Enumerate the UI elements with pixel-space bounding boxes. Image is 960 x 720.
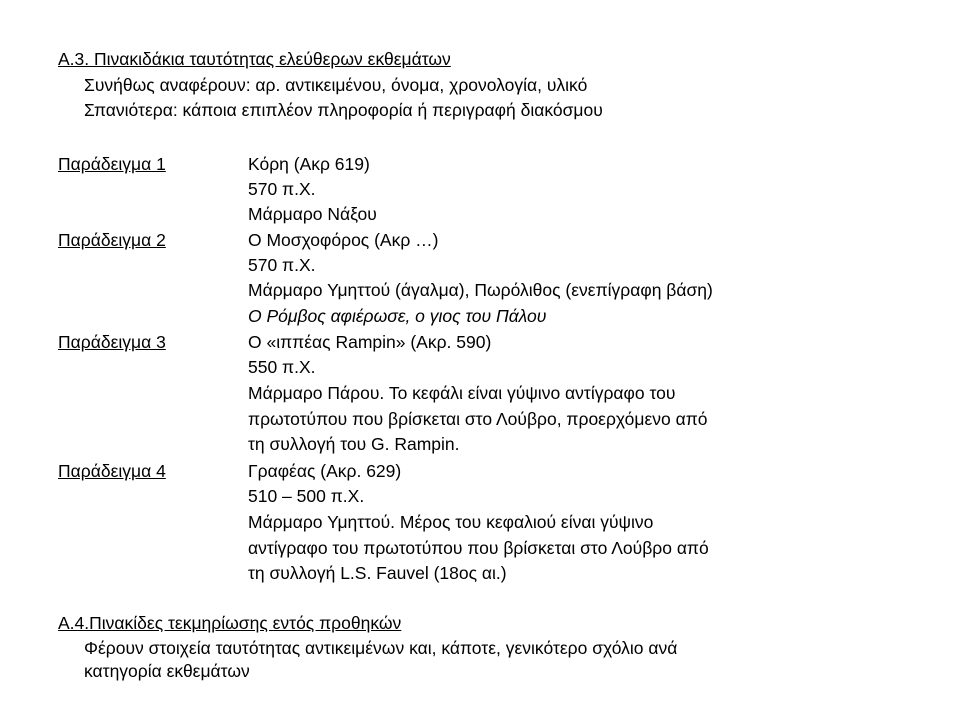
example-3-line: 550 π.Χ. bbox=[248, 357, 316, 377]
example-4-line: 510 – 500 π.Χ. bbox=[248, 486, 365, 506]
example-4-line: Μάρμαρο Υμηττού. Μέρος του κεφαλιού είναι γύψινο bbox=[248, 512, 654, 532]
section-a4-line: Φέρουν στοιχεία ταυτότητας αντικειμένων και, κάποτε, γενικότερο σχόλιο ανά bbox=[84, 638, 678, 658]
example-3-line: πρωτοτύπου που βρίσκεται στο Λούβρο, προερχόμενο από bbox=[248, 409, 708, 429]
example-4-label: Παράδειγμα 4 bbox=[58, 461, 166, 481]
example-4-line: αντίγραφο του πρωτοτύπου που βρίσκεται στο Λούβρο από bbox=[248, 538, 709, 558]
example-2-label: Παράδειγμα 2 bbox=[58, 230, 166, 250]
example-1-line: Κόρη (Ακρ 619) bbox=[248, 154, 370, 174]
section-a3-line: Σπανιότερα: κάποια επιπλέον πληροφορία ή περιγραφή διακόσμου bbox=[84, 100, 603, 120]
example-3-line: Μάρμαρο Πάρου. Το κεφάλι είναι γύψινο αντίγραφο του bbox=[248, 383, 676, 403]
section-a4-heading: Α.4.Πινακίδες τεκμηρίωσης εντός προθηκών bbox=[58, 613, 402, 633]
example-2-inscription: Ο Ρόμβος αφιέρωσε, ο γιος του Πάλου bbox=[248, 306, 547, 326]
example-3-line: τη συλλογή του G. Rampin. bbox=[248, 434, 460, 454]
section-a3-heading: Α.3. Πινακιδάκια ταυτότητας ελεύθερων εκθεμάτων bbox=[58, 49, 451, 69]
example-3-label: Παράδειγμα 3 bbox=[58, 332, 166, 352]
example-2-line: Μάρμαρο Υμηττού (άγαλμα), Πωρόλιθος (ενεπίγραφη βάση) bbox=[248, 280, 713, 300]
example-2-line: 570 π.Χ. bbox=[248, 255, 316, 275]
example-4-line: Γραφέας (Ακρ. 629) bbox=[248, 461, 402, 481]
example-3-line: Ο «ιππέας Rampin» (Ακρ. 590) bbox=[248, 332, 492, 352]
section-a4-line: κατηγορία εκθεμάτων bbox=[84, 661, 250, 681]
example-1-label: Παράδειγμα 1 bbox=[58, 154, 166, 174]
section-a3-line: Συνήθως αναφέρουν: αρ. αντικειμένου, όνομα, χρονολογία, υλικό bbox=[84, 75, 588, 95]
example-1-line: Μάρμαρο Νάξου bbox=[248, 204, 377, 224]
example-1-line: 570 π.Χ. bbox=[248, 179, 316, 199]
example-4-line: τη συλλογή L.S. Fauvel (18ος αι.) bbox=[248, 563, 507, 583]
example-2-line: Ο Μοσχοφόρος (Ακρ …) bbox=[248, 230, 439, 250]
